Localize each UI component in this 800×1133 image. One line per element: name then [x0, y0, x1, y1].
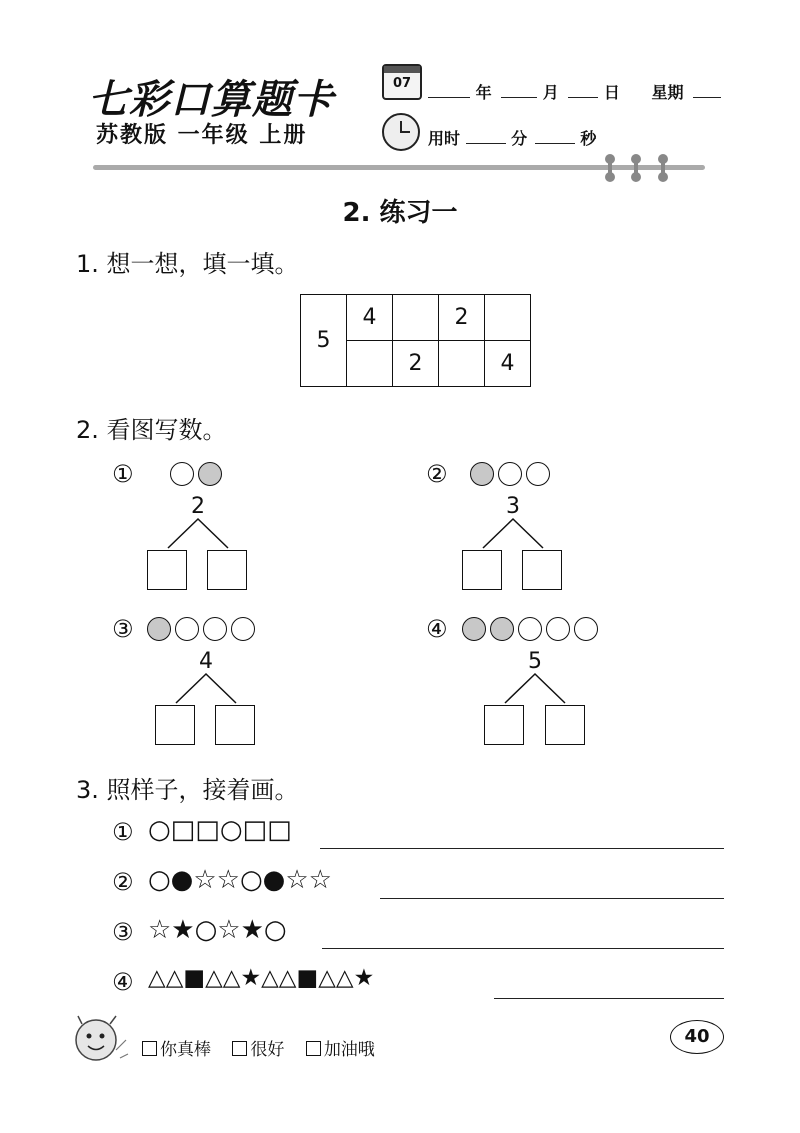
- rating-checkbox[interactable]: [142, 1041, 157, 1056]
- answer-box[interactable]: [147, 550, 187, 590]
- q2-item-marker: ④: [426, 615, 448, 643]
- question-1: 1. 想一想，填一填。: [76, 250, 299, 278]
- brand-title: 七彩口算题卡: [88, 76, 334, 123]
- split-line: [168, 519, 228, 548]
- q3-row-marker: ①: [112, 818, 134, 846]
- filled-circle: [462, 617, 486, 641]
- filled-circle: [490, 617, 514, 641]
- q2-item-marker: ②: [426, 460, 448, 488]
- draw-line[interactable]: [494, 998, 724, 999]
- q2-item-circles: [462, 617, 602, 641]
- rating-label: 很好: [250, 1040, 285, 1060]
- q3-row-pattern: ☆★○☆★○: [148, 915, 287, 945]
- filled-circle: [147, 617, 171, 641]
- draw-line[interactable]: [320, 848, 724, 849]
- answer-box[interactable]: [155, 705, 195, 745]
- q2-item-total: 4: [199, 649, 213, 674]
- empty-circle: [175, 617, 199, 641]
- answer-box[interactable]: [522, 550, 562, 590]
- answer-box[interactable]: [484, 705, 524, 745]
- draw-line[interactable]: [322, 948, 724, 949]
- empty-circle: [526, 462, 550, 486]
- q2-item-marker: ③: [112, 615, 134, 643]
- q2-item-total: 2: [191, 494, 205, 519]
- calendar-number: 07: [392, 76, 412, 91]
- grid-total: 5: [301, 295, 347, 387]
- q3-row-pattern: △△■△△★△△■△△★: [148, 965, 375, 991]
- q3-row-pattern: ○●☆☆○●☆☆: [148, 865, 332, 895]
- time-label: 用时: [428, 129, 461, 148]
- empty-circle: [498, 462, 522, 486]
- q3-row-marker: ④: [112, 968, 134, 996]
- seconds-unit: 秒: [580, 129, 597, 148]
- question-2: 2. 看图写数。: [76, 416, 227, 444]
- q2-item-marker: ①: [112, 460, 134, 488]
- q2-item-circles: [470, 462, 554, 486]
- empty-circle: [203, 617, 227, 641]
- filled-circle: [198, 462, 222, 486]
- split-line: [505, 674, 565, 703]
- draw-line[interactable]: [380, 898, 724, 899]
- answer-box[interactable]: [545, 705, 585, 745]
- empty-circle: [231, 617, 255, 641]
- empty-circle: [574, 617, 598, 641]
- grid-cell[interactable]: 4: [347, 295, 393, 341]
- question-3: 3. 照样子，接着画。: [76, 776, 299, 804]
- q3-row-marker: ③: [112, 918, 134, 946]
- rating-label: 加油哦: [323, 1040, 375, 1060]
- month-unit: 月: [542, 83, 559, 102]
- edition-label: 苏教版 一年级 上册: [96, 123, 308, 148]
- q3-row-pattern: ○□□○□□: [148, 815, 292, 845]
- filled-circle: [470, 462, 494, 486]
- q2-item-circles: [170, 462, 226, 486]
- day-unit: 日: [603, 83, 620, 102]
- empty-circle: [546, 617, 570, 641]
- split-line: [483, 519, 543, 548]
- answer-box[interactable]: [207, 550, 247, 590]
- empty-circle: [518, 617, 542, 641]
- rating-checkbox[interactable]: [306, 1041, 321, 1056]
- answer-box[interactable]: [215, 705, 255, 745]
- minutes-unit: 分: [511, 129, 528, 148]
- q2-item-circles: [147, 617, 259, 641]
- empty-circle: [170, 462, 194, 486]
- q2-item-total: 3: [506, 494, 520, 519]
- split-line: [176, 674, 236, 703]
- year-unit: 年: [475, 83, 492, 102]
- mascot-icon: [68, 1010, 130, 1070]
- rating-options: [142, 1035, 375, 1060]
- rating-label: 你真棒: [160, 1040, 211, 1060]
- grid-cell[interactable]: 4: [485, 341, 531, 387]
- answer-box[interactable]: [462, 550, 502, 590]
- lesson-title: 2. 练习一: [342, 198, 458, 228]
- weekday-label: 星期: [651, 83, 684, 102]
- page-number: 40: [670, 1020, 724, 1054]
- q3-row-marker: ②: [112, 868, 134, 896]
- q2-item-total: 5: [528, 649, 542, 674]
- rating-checkbox[interactable]: [232, 1041, 247, 1056]
- grid-cell[interactable]: 2: [439, 295, 485, 341]
- grid-cell[interactable]: 2: [393, 341, 439, 387]
